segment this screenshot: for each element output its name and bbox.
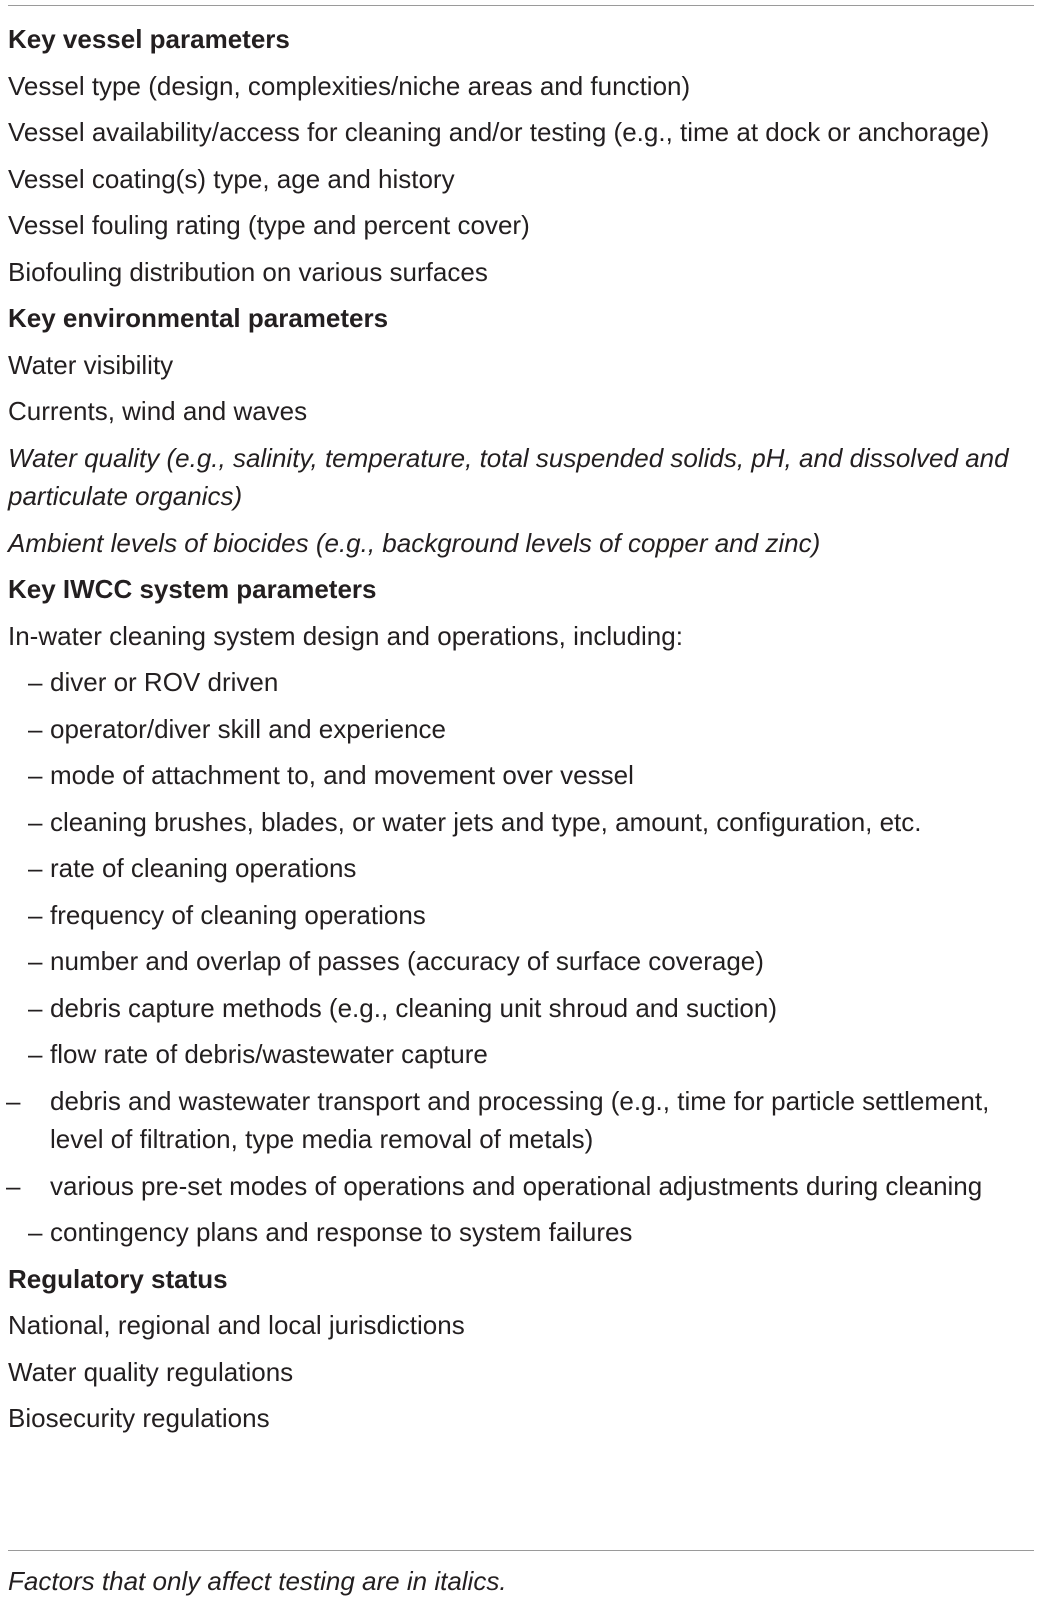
table-subrow [8,1213,1034,1260]
section-heading-environmental: Key environmental parameters [8,303,389,333]
subrow-text: rate of cleaning operations [50,853,357,883]
dash-glyph: – [28,1039,43,1069]
dash-glyph: – [6,1170,21,1201]
table-row: Vessel type (design, complexities/niche areas and function) [8,70,691,101]
table-row: In-water cleaning system design and operations, including: [8,620,683,651]
dash-glyph: – [28,1217,43,1247]
table-row: Biofouling distribution on various surfaces [8,256,488,287]
subrow-text: contingency plans and response to system failures [50,1217,633,1247]
section-heading-iwcc: Key IWCC system parameters [8,574,377,604]
subrow-text: various pre-set modes of operations and operational adjustments during cleaning [50,1170,983,1201]
table-subrow [8,710,1034,757]
table-row-italic: Ambient levels of biocides (e.g., background levels of copper and zinc) [8,527,821,558]
dash-glyph: – [28,899,43,930]
table-subrow [8,1082,1034,1167]
subrow-text: flow rate of debris/wastewater capture [50,1039,488,1069]
section-heading-vessel: Key vessel parameters [8,24,290,54]
table-row: Vessel coating(s) type, age and history [8,163,455,194]
subrow-text: frequency of cleaning operations [50,899,426,930]
dash-glyph: – [28,667,43,697]
dash-glyph: – [28,992,43,1023]
subrow-text: cleaning brushes, blades, or water jets and type, amount, configuration, etc. [50,806,922,837]
table-row: Vessel availability/access for cleaning and/or testing (e.g., time at dock or anchorage) [8,117,990,147]
subrow-text: operator/diver skill and experience [50,713,446,744]
table-row: Currents, wind and waves [8,396,308,426]
table-subrow [8,942,1034,989]
table-row: Biosecurity regulations [8,1403,270,1433]
dash-glyph: – [28,946,43,976]
table-row: Water quality regulations [8,1356,294,1387]
table-bottom-rule [8,1550,1034,1551]
table-row: Vessel fouling rating (type and percent cover) [8,210,530,240]
subrow-text: number and overlap of passes (accuracy of surface coverage) [50,946,764,976]
table-subrow [8,1035,1034,1082]
table-row: Water visibility [8,349,174,380]
table-subrow [8,989,1034,1036]
table-subrow [8,663,1034,710]
table-subrow [8,896,1034,943]
table-body [8,20,1034,1446]
subrow-text: diver or ROV driven [50,667,279,697]
dash-glyph: – [28,713,43,744]
table-row: National, regional and local jurisdictions [8,1310,465,1340]
dash-glyph: – [28,853,43,883]
dash-glyph: – [6,1085,21,1116]
subrow-text: mode of attachment to, and movement over vessel [50,760,634,790]
subrow-text: debris capture methods (e.g., cleaning unit shroud and suction) [50,992,777,1023]
dash-glyph: – [28,760,43,790]
table-subrow [8,803,1034,850]
subrow-text: debris and wastewater transport and processing (e.g., time for particle settlement, level of filtration, type media removal of metals) [50,1085,990,1154]
table-row-italic: Water quality (e.g., salinity, temperature, total suspended solids, pH, and dissolved and particulate organics) [8,442,1009,511]
table-subrow [8,756,1034,803]
dash-glyph: – [28,806,43,837]
table-subrow [8,849,1034,896]
table-subrow [8,1167,1034,1214]
table-top-rule [8,5,1034,6]
section-heading-regulatory: Regulatory status [8,1263,228,1294]
table-footnote: Factors that only affect testing are in italics. [8,1566,507,1596]
